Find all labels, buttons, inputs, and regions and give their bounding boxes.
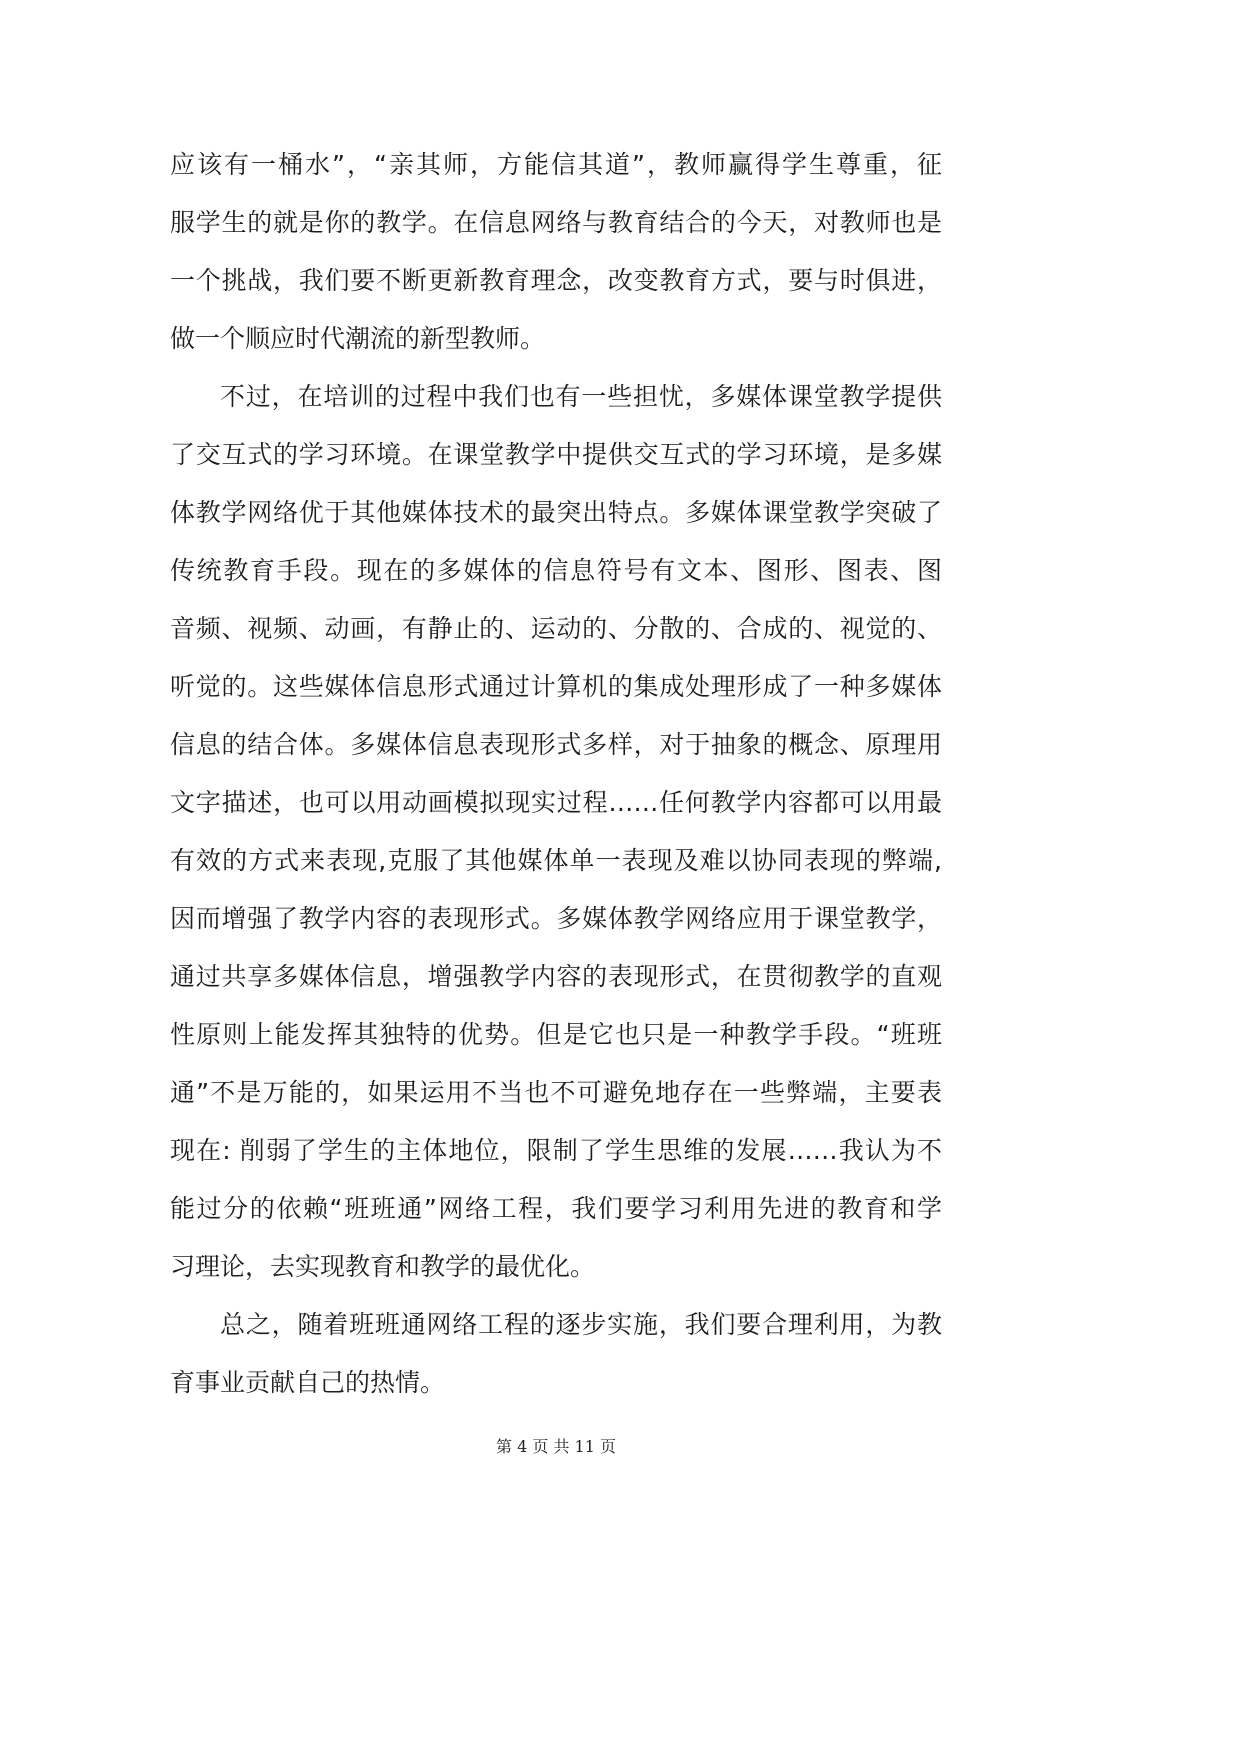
text-line: 一个挑战，我们要不断更新教育理念，改变教育方式，要与时俱进， xyxy=(170,266,942,295)
text-line: 做一个顺应时代潮流的新型教师。 xyxy=(170,324,546,353)
text-line: 现在: 削弱了学生的主体地位，限制了学生思维的发展……我认为不 xyxy=(170,1136,942,1165)
text-line: 信息的结合体。多媒体信息表现形式多样，对于抽象的概念、原理用 xyxy=(170,730,942,759)
paragraph-1 xyxy=(170,136,942,368)
text-line: 能过分的依赖“班班通”网络工程，我们要学习利用先进的教育和学 xyxy=(170,1194,942,1223)
text-line: 育事业贡献自己的热情。 xyxy=(170,1368,446,1397)
text-line: 有效的方式来表现,克服了其他媒体单一表现及难以协同表现的弊端, xyxy=(170,846,942,875)
text-line: 体教学网络优于其他媒体技术的最突出特点。多媒体课堂教学突破了 xyxy=(170,498,942,527)
text-line: 应该有一桶水”，“亲其师，方能信其道”，教师赢得学生尊重，征 xyxy=(170,150,942,179)
text-line: 总之，随着班班通网络工程的逐步实施，我们要合理利用，为教 xyxy=(220,1310,942,1339)
document-body xyxy=(170,136,942,1412)
text-line: 了交互式的学习环境。在课堂教学中提供交互式的学习环境，是多媒 xyxy=(170,440,942,469)
text-line: 不过，在培训的过程中我们也有一些担忧，多媒体课堂教学提供 xyxy=(220,382,942,411)
text-line: 听觉的。这些媒体信息形式通过计算机的集成处理形成了一种多媒体 xyxy=(170,672,942,701)
text-line: 通”不是万能的，如果运用不当也不可避免地存在一些弊端，主要表 xyxy=(170,1078,942,1107)
text-line: 性原则上能发挥其独特的优势。但是它也只是一种教学手段。“班班 xyxy=(170,1020,942,1049)
text-line: 服学生的就是你的教学。在信息网络与教育结合的今天，对教师也是 xyxy=(170,208,942,237)
paragraph-3 xyxy=(170,1296,942,1412)
text-line: 音频、视频、动画，有静止的、运动的、分散的、合成的、视觉的、 xyxy=(170,614,942,643)
page-number-footer: 第 4 页 共 11 页 xyxy=(496,1437,616,1456)
text-line: 因而增强了教学内容的表现形式。多媒体教学网络应用于课堂教学， xyxy=(170,904,942,933)
text-line: 文字描述，也可以用动画模拟现实过程……任何教学内容都可以用最 xyxy=(170,788,942,817)
text-line: 传统教育手段。现在的多媒体的信息符号有文本、图形、图表、图 xyxy=(170,556,942,585)
paragraph-2 xyxy=(170,368,942,1296)
text-line: 习理论，去实现教育和教学的最优化。 xyxy=(170,1252,596,1281)
text-line: 通过共享多媒体信息，增强教学内容的表现形式，在贯彻教学的直观 xyxy=(170,962,942,991)
